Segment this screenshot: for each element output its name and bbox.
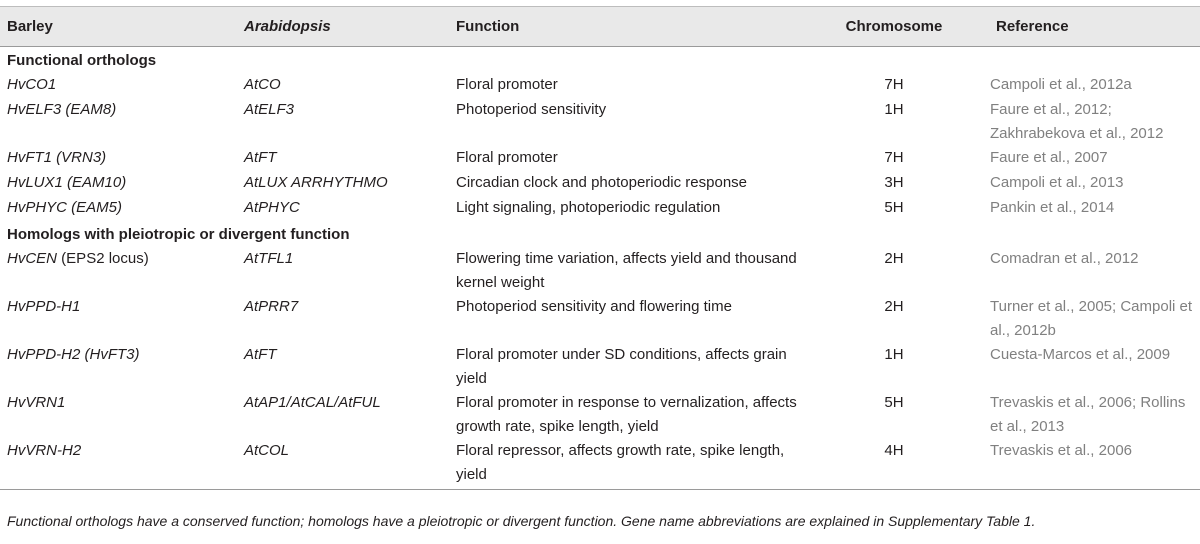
arabidopsis-gene: AtFT [244,346,277,363]
arabidopsis-gene: AtCOL [237,439,449,490]
gene-function: Floral repressor, affects growth rate, spike length, yield [449,439,799,490]
chromosome: 5H [884,394,904,411]
arabidopsis-gene: AtTFL1 [244,250,294,267]
reference: Faure et al., 2007 [990,149,1108,166]
reference: Pankin et al., 2014 [990,199,1115,216]
header-barley: Barley [0,7,237,47]
chromosome: 1H [884,101,904,118]
reference: Campoli et al., 2012a [990,76,1132,93]
header-chromosome: Chromosome [799,7,989,47]
header-function: Function [449,7,799,47]
gene-function: Floral promoter [456,76,558,93]
barley-gene: HvPHYC (EAM5) [7,199,123,216]
gene-table [0,6,1200,490]
barley-gene-note: (EPS2 locus) [57,250,149,267]
gene-function: Circadian clock and photoperiodic response [456,174,748,191]
table-row [0,171,1200,196]
gene-function: Flowering time variation, affects yield and thousand kernel weight [456,250,797,291]
table-row [0,73,1200,98]
arabidopsis-gene: AtFT [244,149,277,166]
gene-function: Floral promoter in response to vernalization, affects growth rate, spike length, yield [456,394,797,435]
section-heading-row [0,47,1200,74]
chromosome: 7H [884,76,904,93]
table-body [0,47,1200,490]
arabidopsis-gene: AtCO [244,76,281,93]
table-row [0,343,1200,391]
table-row [0,196,1200,221]
table-header [0,7,1200,47]
barley-gene: HvVRN1 [7,394,66,411]
table-row [0,247,1200,295]
barley-gene: HvVRN-H2 [0,439,237,490]
barley-gene-cell [0,247,237,295]
reference: Trevaskis et al., 2006; Rollins et al., 2013 [990,394,1186,435]
gene-function: Light signaling, photoperiodic regulation [456,199,721,216]
chromosome: 2H [884,298,904,315]
reference: Faure et al., 2012; Zakhrabekova et al., 2012 [990,101,1164,142]
header-reference: Reference [989,7,1200,47]
reference: Trevaskis et al., 2006 [989,439,1200,490]
barley-gene: HvFT1 (VRN3) [7,149,107,166]
chromosome: 5H [884,199,904,216]
table-row [0,146,1200,171]
reference: Comadran et al., 2012 [990,250,1139,267]
table-row [0,391,1200,439]
table-row [0,98,1200,146]
arabidopsis-gene: AtPRR7 [244,298,299,315]
chromosome: 2H [884,250,904,267]
reference: Cuesta-Marcos et al., 2009 [990,346,1171,363]
header-arabidopsis: Arabidopsis [237,7,449,47]
table-row [0,295,1200,343]
reference: Turner et al., 2005; Campoli et al., 2012b [990,298,1193,339]
gene-function: Photoperiod sensitivity and flowering time [456,298,732,315]
reference: Campoli et al., 2013 [990,174,1124,191]
section-heading-row [0,221,1200,247]
chromosome: 7H [884,149,904,166]
barley-gene: HvLUX1 (EAM10) [7,174,127,191]
gene-function: Floral promoter under SD conditions, affects grain yield [456,346,787,387]
barley-gene: HvCO1 [7,76,57,93]
chromosome: 3H [884,174,904,191]
gene-function: Photoperiod sensitivity [456,101,607,118]
chromosome: 1H [884,346,904,363]
section-title: Functional orthologs [7,52,157,69]
barley-gene: HvCEN [7,250,58,267]
table-row [0,439,1200,490]
chromosome: 4H [799,439,989,490]
barley-gene: HvELF3 (EAM8) [7,101,117,118]
gene-function: Floral promoter [456,149,558,166]
arabidopsis-gene: AtLUX ARRHYTHMO [244,174,388,191]
barley-gene: HvPPD-H1 [7,298,81,315]
arabidopsis-gene: AtPHYC [244,199,300,216]
table-footnote: Functional orthologs have a conserved function; homologs have a pleiotropic or divergent function. Gene name abbreviations are explained in Supplementary Table 1. [7,513,1036,529]
arabidopsis-gene: AtELF3 [244,101,295,118]
section-title: Homologs with pleiotropic or divergent function [7,226,350,243]
barley-gene: HvPPD-H2 (HvFT3) [7,346,140,363]
arabidopsis-gene: AtAP1/AtCAL/AtFUL [244,394,381,411]
